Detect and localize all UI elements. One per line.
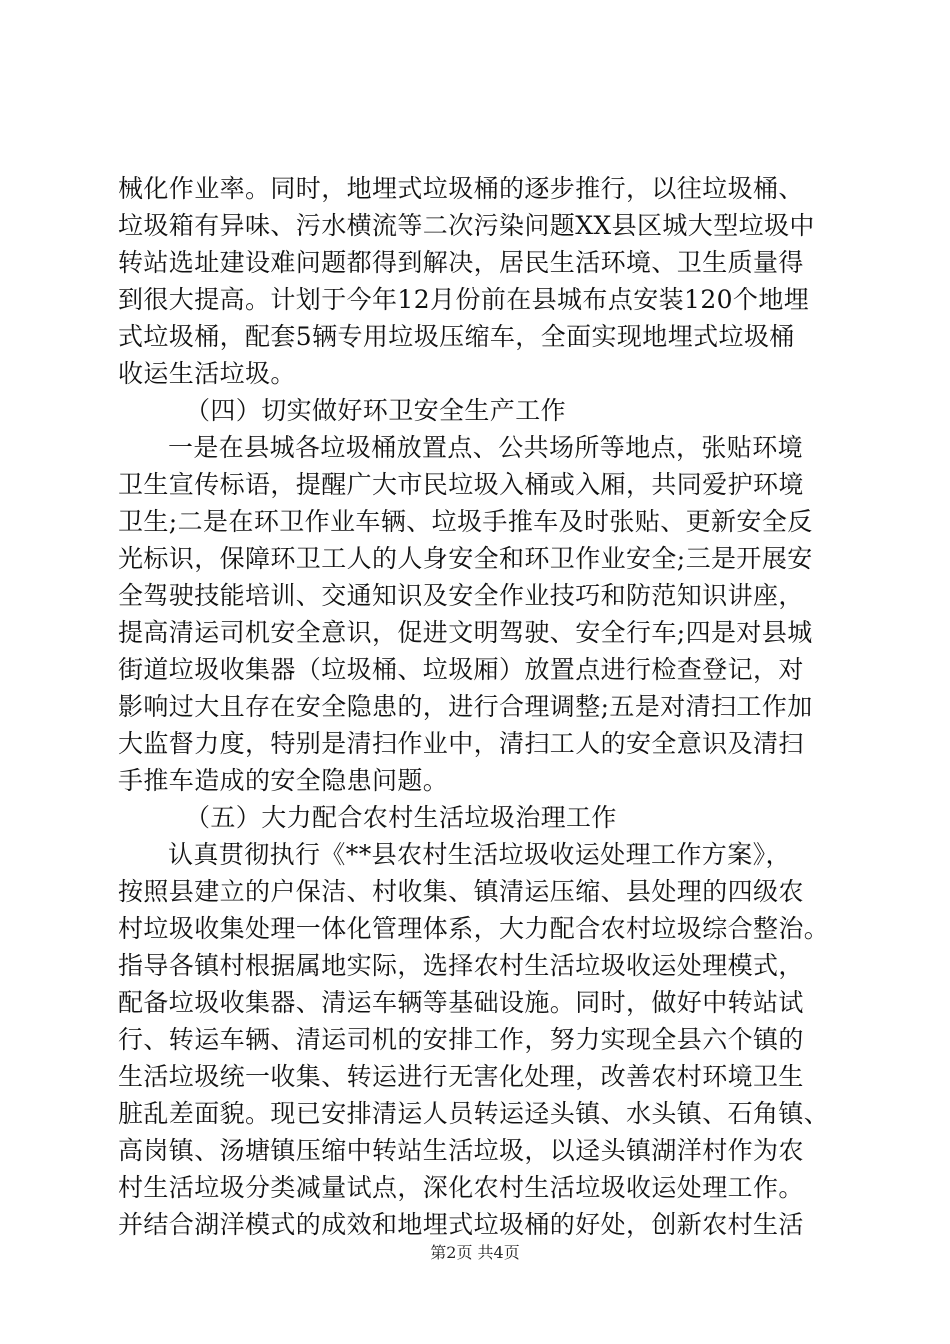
paragraph-line: 光标识，保障环卫工人的人身安全和环卫作业安全;三是开展安 (118, 544, 813, 573)
paragraph-line: 垃圾箱有异味、污水横流等二次污染问题XX县区城大型垃圾中 (118, 211, 815, 240)
paragraph-line: 认真贯彻执行《**县农村生活垃圾收运处理工作方案》， (168, 840, 791, 869)
paragraph-line: 一是在县城各垃圾桶放置点、公共场所等地点，张贴环境 (168, 433, 804, 462)
paragraph-line: 大监督力度，特别是清扫作业中，清扫工人的安全意识及清扫 (118, 729, 804, 758)
paragraph-line: 村生活垃圾分类减量试点，深化农村生活垃圾收运处理工作。 (118, 1173, 804, 1202)
paragraph-line: 配备垃圾收集器、清运车辆等基础设施。同时，做好中转站试 (118, 988, 804, 1017)
paragraph-line: 卫生宣传标语，提醒广大市民垃圾入桶或入厢，共同爱护环境 (118, 470, 804, 499)
paragraph-line: 生活垃圾统一收集、转运进行无害化处理，改善农村环境卫生 (118, 1062, 804, 1091)
paragraph-line: 高岗镇、汤塘镇压缩中转站生活垃圾，以迳头镇湖洋村作为农 (118, 1136, 804, 1165)
paragraph-line: 指导各镇村根据属地实际，选择农村生活垃圾收运处理模式， (118, 951, 804, 980)
paragraph-line: 转站选址建设难问题都得到解决，居民生活环境、卫生质量得 (118, 248, 804, 277)
paragraph-line: 脏乱差面貌。现已安排清运人员转运迳头镇、水头镇、石角镇、 (118, 1099, 830, 1128)
paragraph-line: 卫生;二是在环卫作业车辆、垃圾手推车及时张贴、更新安全反 (118, 507, 813, 536)
paragraph-line: 影响过大且存在安全隐患的，进行合理调整;五是对清扫工作加 (118, 692, 813, 721)
paragraph-line: 村垃圾收集处理一体化管理体系，大力配合农村垃圾综合整治。 (118, 914, 830, 943)
paragraph-line: 行、转运车辆、清运司机的安排工作，努力实现全县六个镇的 (118, 1025, 804, 1054)
paragraph-line: 手推车造成的安全隐患问题。 (118, 766, 449, 795)
section-heading: （五）大力配合农村生活垃圾治理工作 (185, 803, 617, 832)
paragraph-line: 并结合湖洋模式的成效和地埋式垃圾桶的好处，创新农村生活 (118, 1210, 804, 1239)
page-number-footer: 第2页 共4页 (430, 1243, 520, 1262)
paragraph-line: 到很大提高。计划于今年12月份前在县城布点安装120个地埋 (118, 285, 810, 314)
paragraph-line: 全驾驶技能培训、交通知识及安全作业技巧和防范知识讲座， (118, 581, 804, 610)
paragraph-line: 街道垃圾收集器（垃圾桶、垃圾厢）放置点进行检查登记，对 (118, 655, 804, 684)
section-heading: （四）切实做好环卫安全生产工作 (185, 396, 567, 425)
paragraph-line: 按照县建立的户保洁、村收集、镇清运压缩、县处理的四级农 (118, 877, 804, 906)
paragraph-line: 式垃圾桶，配套5辆专用垃圾压缩车，全面实现地埋式垃圾桶 (118, 322, 795, 351)
paragraph-line: 械化作业率。同时，地埋式垃圾桶的逐步推行，以往垃圾桶、 (118, 174, 804, 203)
paragraph-line: 提高清运司机安全意识，促进文明驾驶、安全行车;四是对县城 (118, 618, 813, 647)
paragraph-line: 收运生活垃圾。 (118, 359, 296, 388)
